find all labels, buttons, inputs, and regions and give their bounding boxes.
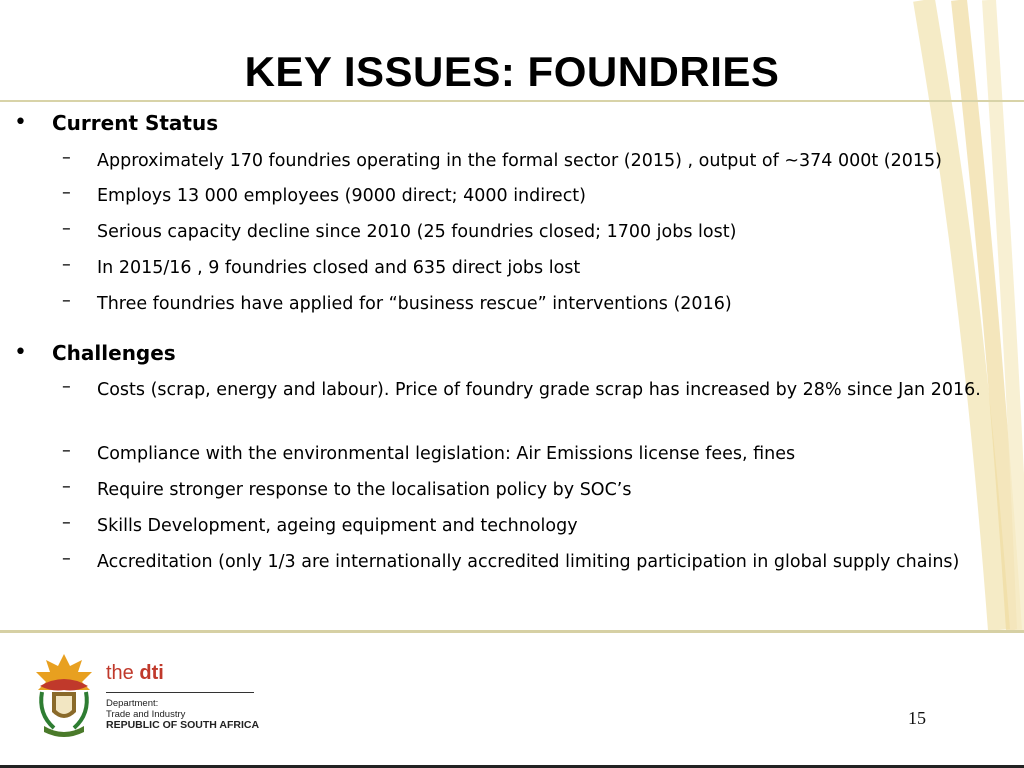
bullet-icon: • bbox=[14, 110, 27, 135]
bullet-icon: • bbox=[14, 340, 27, 365]
section-heading-challenges: Challenges bbox=[52, 341, 176, 365]
brand-divider bbox=[106, 692, 254, 693]
section-heading-current-status: Current Status bbox=[52, 111, 219, 135]
dash-icon: – bbox=[62, 441, 71, 461]
footer-divider bbox=[0, 630, 1024, 633]
list-item-text: Employs 13 000 employees (9000 direct; 4000 indirect) bbox=[97, 186, 587, 206]
dash-icon: – bbox=[62, 183, 71, 203]
list-item-text: In 2015/16 , 9 foundries closed and 635 direct jobs lost bbox=[97, 258, 581, 278]
dash-icon: – bbox=[62, 549, 71, 569]
dash-icon: – bbox=[62, 477, 71, 497]
title-divider bbox=[0, 100, 1024, 102]
department-line-3: REPUBLIC OF SOUTH AFRICA bbox=[106, 719, 260, 731]
dash-icon: – bbox=[62, 377, 71, 397]
page-number: 15 bbox=[908, 708, 926, 728]
south-africa-coat-of-arms-icon bbox=[30, 652, 98, 740]
list-item-text: Three foundries have applied for “business rescue” interventions (2016) bbox=[97, 294, 732, 314]
list-item-text: Accreditation (only 1/3 are internationally accredited limiting participation in global supply chains) bbox=[97, 552, 960, 572]
slide-title: KEY ISSUES: FOUNDRIES bbox=[244, 48, 780, 95]
brand-wordmark bbox=[106, 662, 164, 685]
department-line-2: Trade and Industry bbox=[106, 709, 186, 720]
dash-icon: – bbox=[62, 291, 71, 311]
department-line-1: Department: bbox=[106, 698, 159, 709]
brand-dti: dti bbox=[139, 662, 164, 684]
list-item-text: Skills Development, ageing equipment and technology bbox=[97, 516, 578, 536]
dash-icon: – bbox=[62, 513, 71, 533]
list-item-text: Serious capacity decline since 2010 (25 foundries closed; 1700 jobs lost) bbox=[97, 222, 737, 242]
list-item-text: Costs (scrap, energy and labour). Price of foundry grade scrap has increased by 28% since Jan 2016. bbox=[97, 380, 981, 400]
dash-icon: – bbox=[62, 148, 71, 168]
department-label bbox=[106, 698, 259, 731]
list-item-text: Approximately 170 foundries operating in the formal sector (2015) , output of ~374 000t (2015) bbox=[97, 151, 942, 171]
dash-icon: – bbox=[62, 255, 71, 275]
brand-the: the bbox=[106, 662, 134, 684]
dash-icon: – bbox=[62, 219, 71, 239]
list-item-text: Require stronger response to the localisation policy by SOC’s bbox=[97, 480, 632, 500]
dti-logo bbox=[30, 652, 270, 742]
list-item-text: Compliance with the environmental legislation: Air Emissions license fees, fines bbox=[97, 444, 796, 464]
